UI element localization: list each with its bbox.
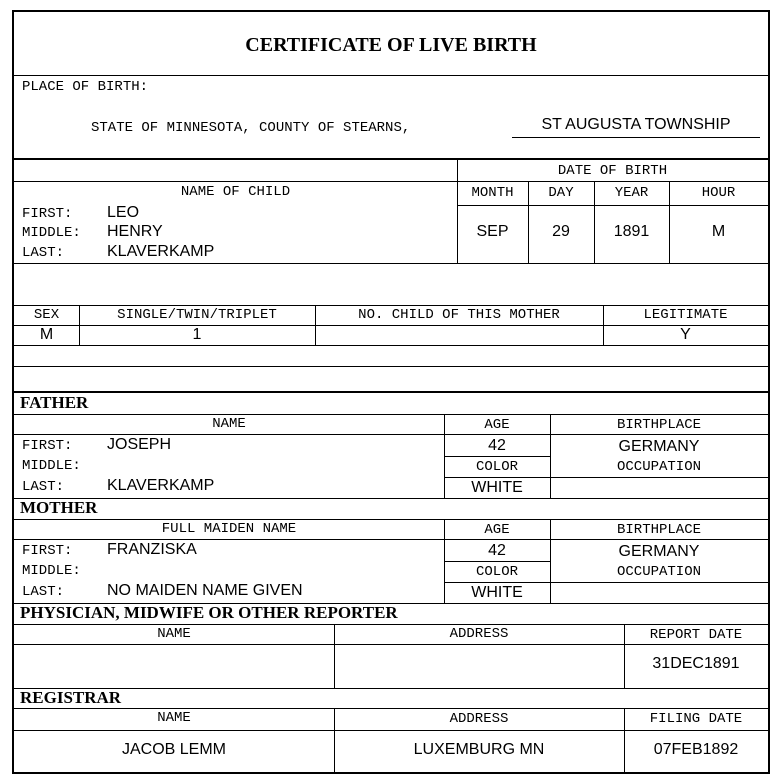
legitimate-label: LEGITIMATE [643,307,728,323]
certificate-title: CERTIFICATE OF LIVE BIRTH [245,34,537,56]
multiplicity-value: 1 [192,326,202,343]
divider [14,366,768,367]
township-underline [512,137,760,138]
divider [14,539,768,540]
father-occupation-label: OCCUPATION [616,459,701,475]
mother-occupation-label: OCCUPATION [616,564,701,580]
child-first-name: LEO [107,204,140,221]
report-date-label: REPORT DATE [649,627,743,643]
divider [14,75,768,76]
child-last-label: LAST: [22,245,65,261]
divider [444,477,550,478]
divider [14,688,768,689]
father-last-name: KLAVERKAMP [107,477,215,494]
sex-label: SEX [33,307,60,323]
registrar-address-label: ADDRESS [449,711,509,727]
month-label: MONTH [471,185,514,201]
father-first-label: FIRST: [22,438,73,454]
legitimate-value: Y [680,326,691,343]
child-middle-name: HENRY [107,223,163,240]
date-of-birth-header: DATE OF BIRTH [557,163,668,179]
divider [550,582,768,583]
registrar-address: LUXEMBURG MN [413,741,545,758]
divider [444,456,550,457]
birth-year: 1891 [613,223,650,240]
divider [14,498,768,499]
divider [550,477,768,478]
child-number-label: NO. CHILD OF THIS MOTHER [358,307,560,323]
father-birthplace: GERMANY [618,438,700,455]
father-color-label: COLOR [475,459,518,475]
mother-color-label: COLOR [475,564,518,580]
father-age-label: AGE [484,417,510,433]
registrar-name: JACOB LEMM [121,741,226,758]
multiplicity-label: SINGLE/TWIN/TRIPLET [117,307,277,323]
father-middle-label: MIDDLE: [22,458,81,474]
name-of-child-header: NAME OF CHILD [180,184,291,200]
year-label: YEAR [614,185,649,201]
mother-first-label: FIRST: [22,543,73,559]
father-color: WHITE [471,479,523,496]
father-first-name: JOSEPH [107,436,172,453]
township-value: ST AUGUSTA TOWNSHIP [541,116,731,133]
child-middle-label: MIDDLE: [22,225,81,241]
filing-date: 07FEB1892 [653,741,739,758]
mother-birthplace: GERMANY [618,543,700,560]
father-birthplace-label: BIRTHPLACE [616,417,701,433]
birth-certificate-form [12,10,770,774]
divider [14,158,768,160]
mother-last-label: LAST: [22,584,65,600]
mother-birthplace-label: BIRTHPLACE [616,522,701,538]
father-last-label: LAST: [22,479,65,495]
father-section-title: FATHER [20,393,89,412]
mother-age-label: AGE [484,522,510,538]
mother-last-name: NO MAIDEN NAME GIVEN [107,582,303,599]
mother-middle-label: MIDDLE: [22,563,81,579]
report-date: 31DEC1891 [652,655,740,672]
divider [14,305,768,306]
divider [14,644,768,645]
physician-name-label: NAME [157,626,191,642]
divider [444,561,550,562]
birth-day: 29 [552,223,570,240]
registrar-section-title: REGISTRAR [20,688,122,707]
divider [14,519,768,520]
divider [14,730,768,731]
filing-date-label: FILING DATE [649,711,743,727]
registrar-name-label: NAME [157,710,191,726]
divider [14,414,768,415]
father-name-label: NAME [212,416,246,432]
sex-value: M [39,326,54,343]
father-age: 42 [488,437,506,454]
physician-section-title: PHYSICIAN, MIDWIFE OR OTHER REPORTER [20,603,398,622]
hour-label: HOUR [701,185,736,201]
birth-month: SEP [476,223,509,240]
physician-address-label: ADDRESS [449,626,509,642]
mother-section-title: MOTHER [20,498,98,517]
divider [444,582,550,583]
birth-hour: M [711,223,726,240]
child-first-label: FIRST: [22,206,73,222]
divider [14,263,768,264]
state-county-text: STATE OF MINNESOTA, COUNTY OF STEARNS, [91,120,411,136]
divider [14,434,768,435]
day-label: DAY [548,185,574,201]
mother-age: 42 [488,542,506,559]
divider [14,708,768,709]
mother-name-label: FULL MAIDEN NAME [161,521,297,537]
divider [14,181,768,182]
divider [14,345,768,346]
mother-color: WHITE [471,584,523,601]
divider [14,624,768,625]
mother-first-name: FRANZISKA [107,541,197,558]
place-of-birth-label: PLACE OF BIRTH: [22,79,149,95]
divider [457,205,768,206]
divider [14,391,768,393]
child-last-name: KLAVERKAMP [107,243,215,260]
